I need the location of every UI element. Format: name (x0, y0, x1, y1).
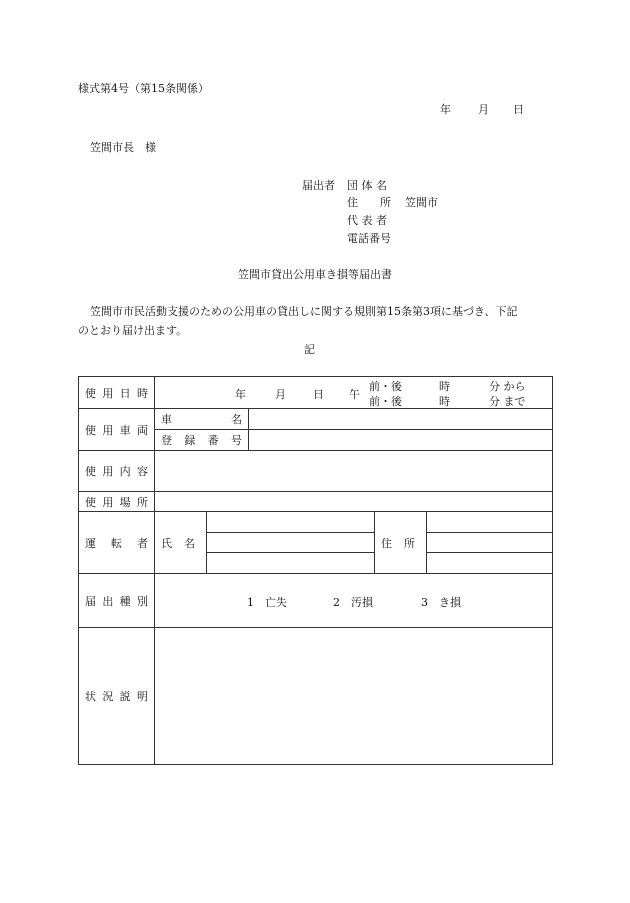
phone-label: 電話番号 (347, 232, 391, 245)
report-type-label: 届 出 種 別 (79, 574, 155, 628)
form-number: 様式第4号（第15条関係） (78, 82, 209, 95)
date-day: 日 (513, 103, 524, 116)
type-option-damaged[interactable]: 3 き損 (421, 596, 461, 609)
driver-address-field-1[interactable] (427, 512, 553, 533)
driver-address-field-3[interactable] (427, 553, 553, 574)
report-type-field[interactable] (155, 574, 553, 628)
ampm-from: 前・後 (369, 380, 402, 393)
ampm-to: 前・後 (369, 395, 402, 408)
row-driver-1 (79, 512, 553, 533)
registration-field[interactable] (249, 430, 553, 451)
driver-name-field-3[interactable] (207, 553, 375, 574)
row-usage-datetime (79, 377, 553, 409)
driver-name-field-1[interactable] (207, 512, 375, 533)
situation-field[interactable] (155, 628, 553, 765)
minute-from: 分 から (489, 380, 526, 393)
driver-address-field-2[interactable] (427, 533, 553, 553)
representative-label: 代 表 者 (347, 214, 387, 227)
ki-label: 記 (304, 343, 315, 356)
document-title: 笠間市貸出公用車き損等届出書 (238, 268, 392, 281)
addressee: 笠間市長 様 (90, 141, 156, 154)
usage-datetime-field[interactable] (155, 377, 553, 409)
date-month: 月 (478, 103, 489, 116)
body-line-2: のとおり届け出ます。 (78, 324, 188, 337)
row-vehicle-name (79, 409, 553, 430)
usage-place-field[interactable] (155, 492, 553, 512)
dt-gozen: 午 (349, 388, 360, 401)
hour-to: 時 (439, 395, 450, 408)
minute-to: 分 まで (489, 395, 526, 408)
usage-content-field[interactable] (155, 451, 553, 492)
notifier-label: 届出者 (302, 179, 335, 192)
usage-content-label: 使 用 内 容 (79, 451, 155, 492)
registration-label: 登 録 番 号 (155, 430, 249, 451)
car-name-label: 車 名 (155, 409, 249, 430)
org-name-label: 団 体 名 (347, 179, 387, 192)
row-usage-place (79, 492, 553, 512)
driver-name-label: 氏 名 (155, 512, 207, 574)
usage-place-label: 使 用 場 所 (79, 492, 155, 512)
address-value: 笠間市 (405, 196, 438, 209)
dt-month: 月 (275, 388, 286, 401)
car-name-field[interactable] (249, 409, 553, 430)
dt-day: 日 (313, 388, 324, 401)
usage-datetime-label: 使 用 日 時 (79, 377, 155, 409)
row-report-type (79, 574, 553, 628)
notification-form-table (78, 376, 553, 765)
driver-label: 運 転 者 (79, 512, 155, 574)
usage-vehicle-label: 使 用 車 両 (79, 409, 155, 451)
dt-year: 年 (235, 388, 246, 401)
situation-label: 状 況 説 明 (79, 628, 155, 765)
driver-name-field-2[interactable] (207, 533, 375, 553)
address-label: 住 所 (347, 196, 391, 209)
row-situation (79, 628, 553, 765)
driver-address-label: 住 所 (375, 512, 427, 574)
type-option-soiled[interactable]: 2 汚損 (333, 596, 373, 609)
row-usage-content (79, 451, 553, 492)
hour-from: 時 (439, 380, 450, 393)
body-line-1: 笠間市市民活動支援のための公用車の貸出しに関する規則第15条第3項に基づき、下記 (90, 305, 518, 318)
type-option-lost[interactable]: 1 亡失 (247, 596, 287, 609)
date-year: 年 (440, 103, 451, 116)
